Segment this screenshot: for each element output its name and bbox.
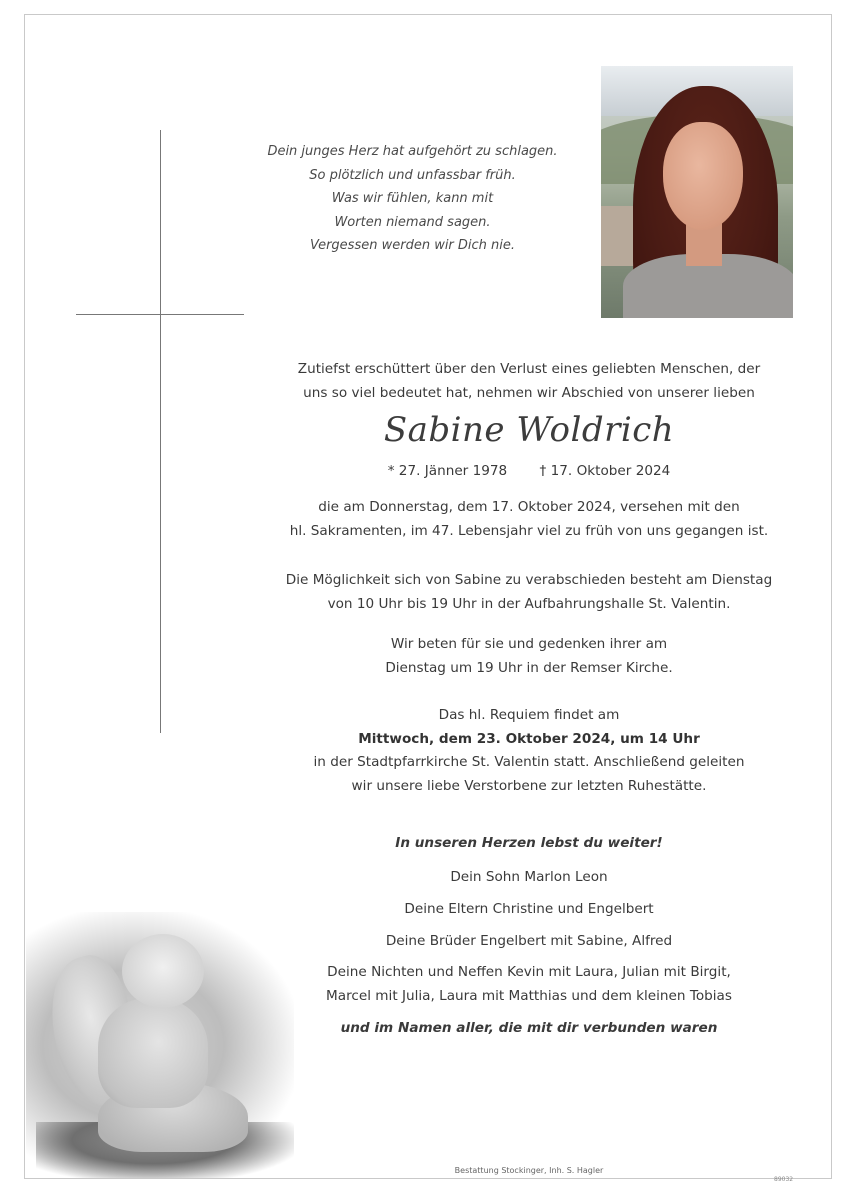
- intro-line: uns so viel bedeutet hat, nehmen wir Abschied von unserer lieben: [303, 384, 755, 401]
- mourner-brothers: Deine Brüder Engelbert mit Sabine, Alfred: [385, 933, 673, 949]
- requiem-text: [250, 704, 808, 798]
- farewell-text: [250, 569, 808, 616]
- requiem-line: in der Stadtpfarrkirche St. Valentin statt. Anschließend geleiten: [313, 754, 745, 770]
- intro-text: [250, 358, 808, 405]
- farewell-line: Die Möglichkeit sich von Sabine zu verabschieden besteht am Dienstag: [285, 572, 773, 588]
- nieces-line: Marcel mit Julia, Laura mit Matthias und dem kleinen Tobias: [326, 987, 732, 1004]
- life-dates: [250, 463, 808, 479]
- poem-line: Worten niemand sagen.: [334, 214, 491, 230]
- mourner-son: Dein Sohn Marlon Leon: [450, 869, 608, 885]
- document-code: 89032: [774, 1176, 794, 1183]
- passing-line: die am Donnerstag, dem 17. Oktober 2024, versehen mit den: [318, 499, 740, 515]
- nieces-line: Deine Nichten und Neffen Kevin mit Laura, Julian mit Birgit,: [327, 964, 731, 980]
- farewell-line: von 10 Uhr bis 19 Uhr in der Aufbahrungshalle St. Valentin.: [327, 595, 731, 612]
- passing-text: [250, 496, 808, 543]
- requiem-line: wir unsere liebe Verstorbene zur letzten Ruhestätte.: [351, 777, 707, 794]
- funeral-home-footer: Bestattung Stockinger, Inh. S. Hagler: [454, 1166, 604, 1175]
- requiem-date: Mittwoch, dem 23. Oktober 2024, um 14 Uhr: [358, 730, 700, 747]
- memorial-poem: [250, 140, 575, 258]
- cross-vertical-bar: [160, 130, 161, 733]
- death-date: † 17. Oktober 2024: [539, 463, 671, 479]
- intro-line: Zutiefst erschüttert über den Verlust eines geliebten Menschen, der: [297, 361, 761, 377]
- mourner-nieces: [250, 961, 808, 1008]
- poem-line: Dein junges Herz hat aufgehört zu schlagen.: [267, 144, 558, 159]
- prayer-line: Dienstag um 19 Uhr in der Remser Kirche.: [385, 659, 673, 676]
- prayer-line: Wir beten für sie und gedenken ihrer am: [390, 636, 668, 652]
- cross-horizontal-bar: [76, 314, 244, 315]
- motto: In unseren Herzen lebst du weiter!: [395, 835, 663, 851]
- poem-line: Vergessen werden wir Dich nie.: [309, 238, 516, 253]
- angel-image: [26, 912, 294, 1178]
- mourner-parents: Deine Eltern Christine und Engelbert: [404, 901, 654, 917]
- closing-line: und im Namen aller, die mit dir verbunden waren: [340, 1020, 718, 1036]
- passing-line: hl. Sakramenten, im 47. Lebensjahr viel zu früh von uns gegangen ist.: [289, 522, 769, 539]
- poem-line: So plötzlich und unfassbar früh.: [309, 167, 516, 183]
- poem-line: Was wir fühlen, kann mit: [331, 191, 494, 206]
- portrait-photo: [601, 66, 793, 318]
- birth-date: * 27. Jänner 1978: [387, 463, 508, 479]
- prayer-text: [250, 633, 808, 680]
- deceased-name: Sabine Woldrich: [383, 410, 675, 450]
- requiem-line: Das hl. Requiem findet am: [438, 707, 620, 723]
